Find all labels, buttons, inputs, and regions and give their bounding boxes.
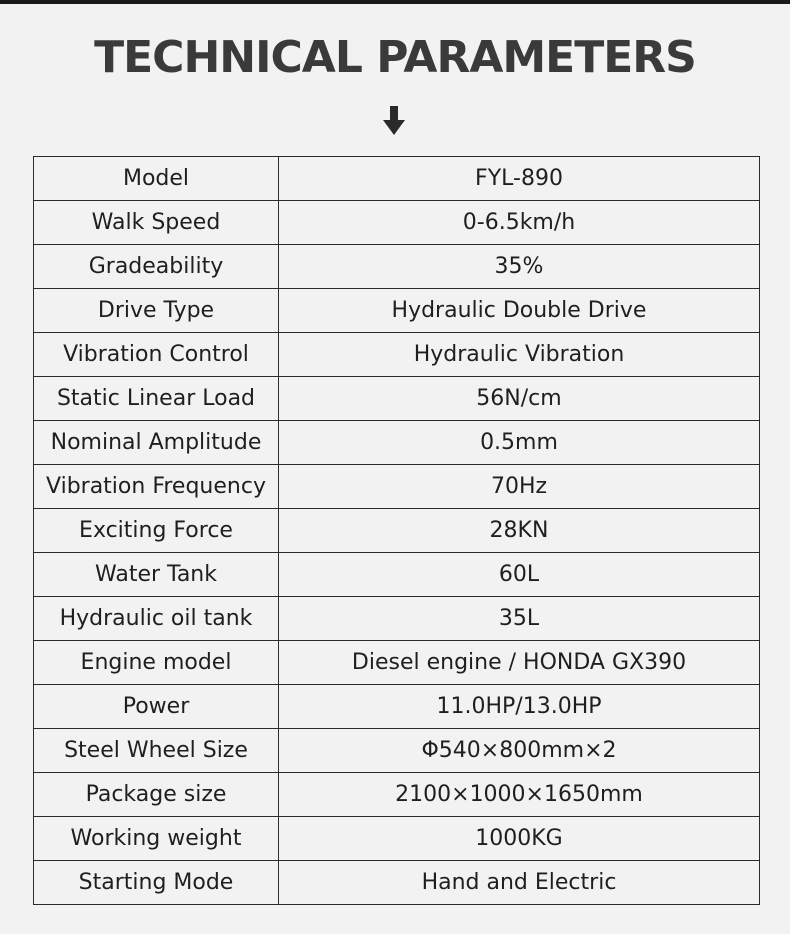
parameter-value: 35% bbox=[279, 245, 760, 289]
parameter-label: Package size bbox=[34, 773, 279, 817]
table-row bbox=[34, 245, 760, 289]
table-row bbox=[34, 817, 760, 861]
parameter-label: Power bbox=[34, 685, 279, 729]
parameter-value: 0.5mm bbox=[279, 421, 760, 465]
parameter-value: FYL-890 bbox=[279, 157, 760, 201]
table-row bbox=[34, 597, 760, 641]
table-row bbox=[34, 861, 760, 905]
parameter-value: 1000KG bbox=[279, 817, 760, 861]
parameter-label: Hydraulic oil tank bbox=[34, 597, 279, 641]
parameter-label: Vibration Control bbox=[34, 333, 279, 377]
table-row bbox=[34, 773, 760, 817]
table-row bbox=[34, 465, 760, 509]
table-row bbox=[34, 685, 760, 729]
parameter-label: Working weight bbox=[34, 817, 279, 861]
parameter-value: 60L bbox=[279, 553, 760, 597]
table-row bbox=[34, 509, 760, 553]
table-row bbox=[34, 289, 760, 333]
table-row bbox=[34, 333, 760, 377]
parameter-value: 11.0HP/13.0HP bbox=[279, 685, 760, 729]
parameter-value: 70Hz bbox=[279, 465, 760, 509]
table-row bbox=[34, 377, 760, 421]
parameter-value: Hydraulic Vibration bbox=[279, 333, 760, 377]
parameter-label: Water Tank bbox=[34, 553, 279, 597]
parameter-value: 0-6.5km/h bbox=[279, 201, 760, 245]
parameter-label: Model bbox=[34, 157, 279, 201]
parameter-label: Drive Type bbox=[34, 289, 279, 333]
parameter-label: Walk Speed bbox=[34, 201, 279, 245]
arrow-down-icon bbox=[382, 106, 406, 136]
parameter-label: Exciting Force bbox=[34, 509, 279, 553]
technical-parameters-table bbox=[33, 156, 760, 905]
parameter-label: Static Linear Load bbox=[34, 377, 279, 421]
parameter-value: Diesel engine / HONDA GX390 bbox=[279, 641, 760, 685]
top-border-bar bbox=[0, 0, 790, 4]
parameter-value: Hand and Electric bbox=[279, 861, 760, 905]
parameter-label: Nominal Amplitude bbox=[34, 421, 279, 465]
parameter-label: Gradeability bbox=[34, 245, 279, 289]
table-row bbox=[34, 729, 760, 773]
parameter-value: 28KN bbox=[279, 509, 760, 553]
parameter-value: 35L bbox=[279, 597, 760, 641]
table-row bbox=[34, 641, 760, 685]
parameter-value: 2100×1000×1650mm bbox=[279, 773, 760, 817]
table-row bbox=[34, 553, 760, 597]
parameter-label: Starting Mode bbox=[34, 861, 279, 905]
page-title: TECHNICAL PARAMETERS bbox=[94, 32, 696, 83]
parameter-value: 56N/cm bbox=[279, 377, 760, 421]
table-row bbox=[34, 421, 760, 465]
table-row bbox=[34, 157, 760, 201]
parameter-label: Vibration Frequency bbox=[34, 465, 279, 509]
table-row bbox=[34, 201, 760, 245]
parameter-label: Steel Wheel Size bbox=[34, 729, 279, 773]
parameter-value: Hydraulic Double Drive bbox=[279, 289, 760, 333]
parameter-label: Engine model bbox=[34, 641, 279, 685]
parameter-value: Φ540×800mm×2 bbox=[279, 729, 760, 773]
